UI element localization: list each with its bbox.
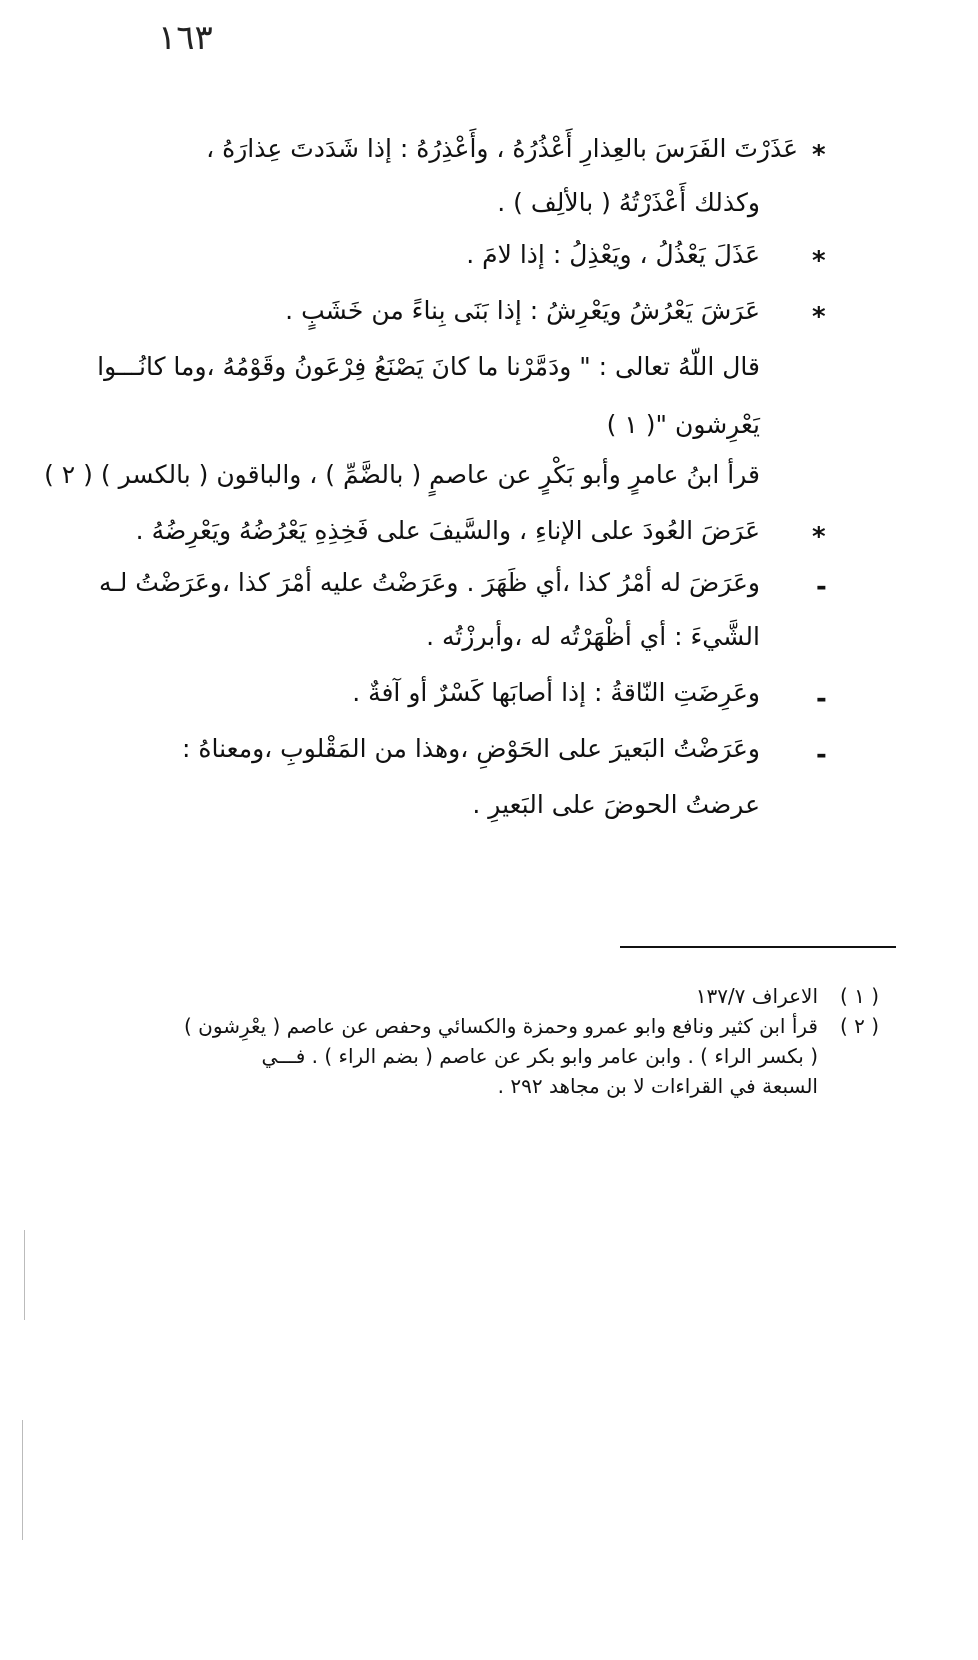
entry-marker: * (812, 246, 826, 276)
entry-line: وكذلك أَعْذَرْتُهُ ( بالألِف ) . (497, 188, 760, 217)
entry-line: عرضتُ الحوضَ على البَعيرِ . (472, 790, 760, 819)
page-number: ١٦٣ (158, 18, 213, 58)
footnote-line: ( بكسر الراء ) . وابن عامر وابو بكر عن عاصم ( بضم الراء ) . فـــي (261, 1044, 818, 1068)
entry-line: عَرَضَ العُودَ على الإناءِ ، والسَّيفَ على فَخِذِهِ يَعْرُضُهُ ويَعْرِضُهُ . (135, 516, 760, 545)
footnote-line: السبعة في القراءات لا بن مجاهد ٢٩٢ . (497, 1074, 818, 1098)
entry-marker: - (816, 740, 827, 770)
entry-marker: * (812, 302, 826, 332)
entry-line: يَعْرِشون "( ١ ) (606, 410, 760, 439)
entry-line: وعَرَضْتُ البَعيرَ على الحَوْضِ ،وهذا من المَقْلوبِ ،ومعناهُ : (182, 734, 760, 763)
entry-line: الشَّيءَ : أي أظْهَرْتُه له ،وأبرزْتُه . (426, 622, 760, 651)
entry-line: عَذَلَ يَعْذُلُ ، ويَعْذِلُ : إذا لامَ . (466, 240, 760, 269)
entry-line: قال اللّهُ تعالى : " ودَمَّرْنا ما كانَ يَصْنَعُ فِرْعَونُ وقَوْمُهُ ،وما كانُـــوا (97, 352, 760, 381)
footnote-line: قرأ ابن كثير ونافع وابو عمرو وحمزة والكسائي وحفص عن عاصم ( يعْرِشون ) (184, 1014, 818, 1038)
entry-marker: - (816, 572, 827, 602)
scan-margin-line (22, 1420, 23, 1540)
entry-line: عَرَشَ يَعْرُشُ ويَعْرِشُ : إذا بَنَى بِناءً من خَشَبٍ . (285, 296, 760, 325)
footnote-line: الاعراف ١٣٧/٧ (695, 984, 818, 1008)
entry-line: وعَرِضَتِ النّاقةُ : إذا أصابَها كَسْرٌ أو آفةٌ . (352, 678, 760, 707)
scan-margin-line (24, 1230, 25, 1320)
footnote-number: ( ٢ ) (840, 1014, 880, 1038)
entry-line: وعَرَضَ له أمْرُ كذا ،أي ظَهَرَ . وعَرَضْتُ عليه أمْرَ كذا ،وعَرَضْتُ لـه (98, 568, 760, 597)
entry-marker: * (812, 522, 826, 552)
entry-line: عَذَرْتَ الفَرَسَ بالعِذارِ أَعْذُرُهُ ، وأَعْذِرُهُ : إذا شَدَدتَ عِذارَهُ ، (206, 134, 798, 163)
entry-marker: - (816, 684, 827, 714)
entry-line: قرأ ابنُ عامرٍ وأبو بَكْرٍ عن عاصمٍ ( بالضَّمِّ ) ، والباقون ( بالكسر ) ( ٢ ) (44, 460, 760, 489)
entry-marker: * (812, 140, 826, 170)
footnote-rule (620, 946, 896, 948)
footnote-number: ( ١ ) (840, 984, 880, 1008)
